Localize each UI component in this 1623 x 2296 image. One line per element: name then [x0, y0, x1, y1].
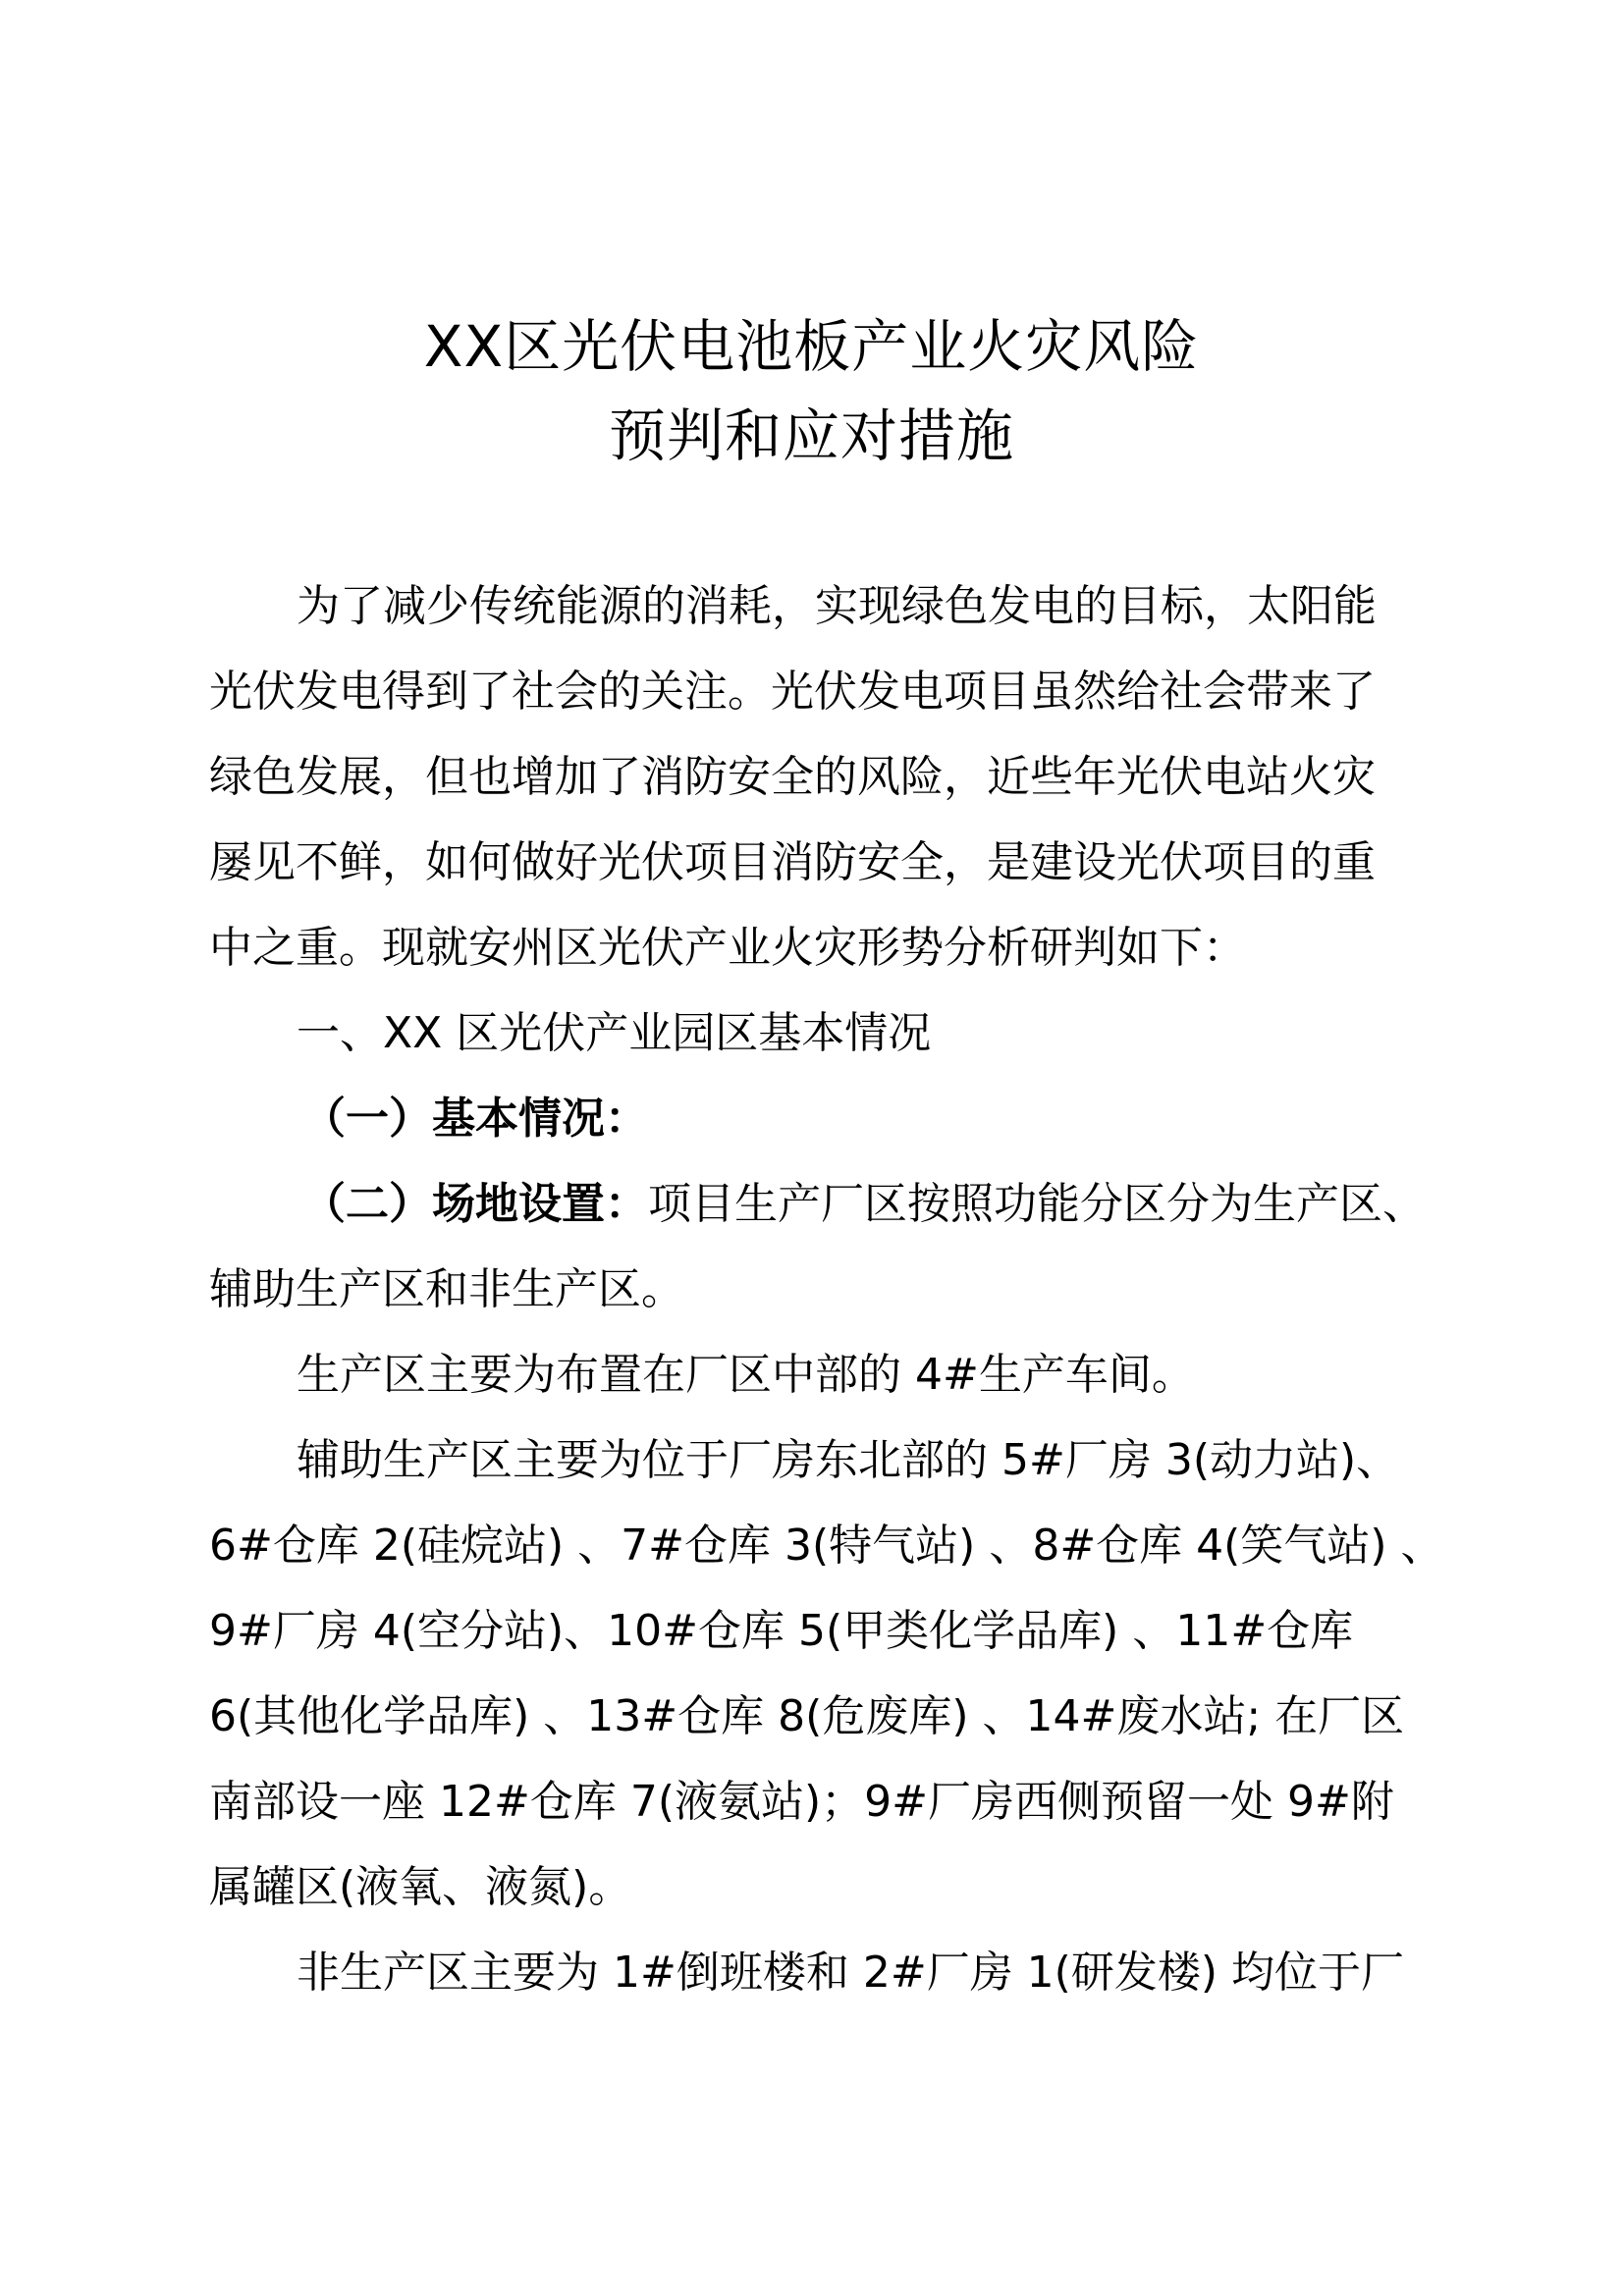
paragraph-1-line-1: 为了减少传统能源的消耗，实现绿色发电的目标，太阳能	[297, 581, 1377, 631]
subsection-2-line-2: 辅助生产区和非生产区。	[209, 1264, 684, 1314]
production-area-paragraph: 生产区主要为布置在厂区中部的 4#生产车间。	[297, 1350, 1195, 1400]
non-production-area-paragraph: 非生产区主要为 1#倒班楼和 2#厂房 1(研发楼) 均位于厂	[297, 1948, 1404, 1998]
section-1-heading: 一、XX 区光伏产业园区基本情况	[297, 1008, 932, 1058]
subsection-1-heading: （一）基本情况：	[302, 1094, 648, 1144]
auxiliary-area-line-6: 属罐区(液氧、液氮)。	[209, 1862, 632, 1912]
auxiliary-area-line-2: 6#仓库 2(硅烷站) 、7#仓库 3(特气站) 、8#仓库 4(笑气站) 、	[209, 1521, 1444, 1571]
auxiliary-area-line-1: 辅助生产区主要为位于厂房东北部的 5#厂房 3(动力站)、	[297, 1435, 1400, 1485]
paragraph-1-line-2: 光伏发电得到了社会的关注。光伏发电项目虽然给社会带来了	[209, 667, 1376, 717]
paragraph-1-line-5: 中之重。现就安州区光伏产业火灾形势分析研判如下：	[209, 923, 1246, 973]
document-title-line-1: XX区光伏电池板产业火灾风险	[423, 313, 1200, 380]
auxiliary-area-line-3: 9#厂房 4(空分站)、10#仓库 5(甲类化学品库) 、11#仓库	[209, 1606, 1354, 1656]
document-title-line-2: 预判和应对措施	[608, 402, 1014, 469]
paragraph-1-line-3: 绿色发展，但也增加了消防安全的风险，近些年光伏电站火灾	[209, 752, 1376, 802]
subsection-2-text: 项目生产厂区按照功能分区分为生产区、	[648, 1179, 1426, 1229]
subsection-2-heading: （二）场地设置：	[302, 1179, 648, 1229]
subsection-2-line-1	[302, 1175, 1426, 1234]
auxiliary-area-line-4: 6(其他化学品库) 、13#仓库 8(危废库) 、14#废水站; 在厂区	[209, 1691, 1405, 1741]
auxiliary-area-line-5: 南部设一座 12#仓库 7(液氨站)；9#厂房西侧预留一处 9#附	[209, 1777, 1394, 1827]
paragraph-1-line-4: 屡见不鲜，如何做好光伏项目消防安全，是建设光伏项目的重	[209, 837, 1376, 887]
